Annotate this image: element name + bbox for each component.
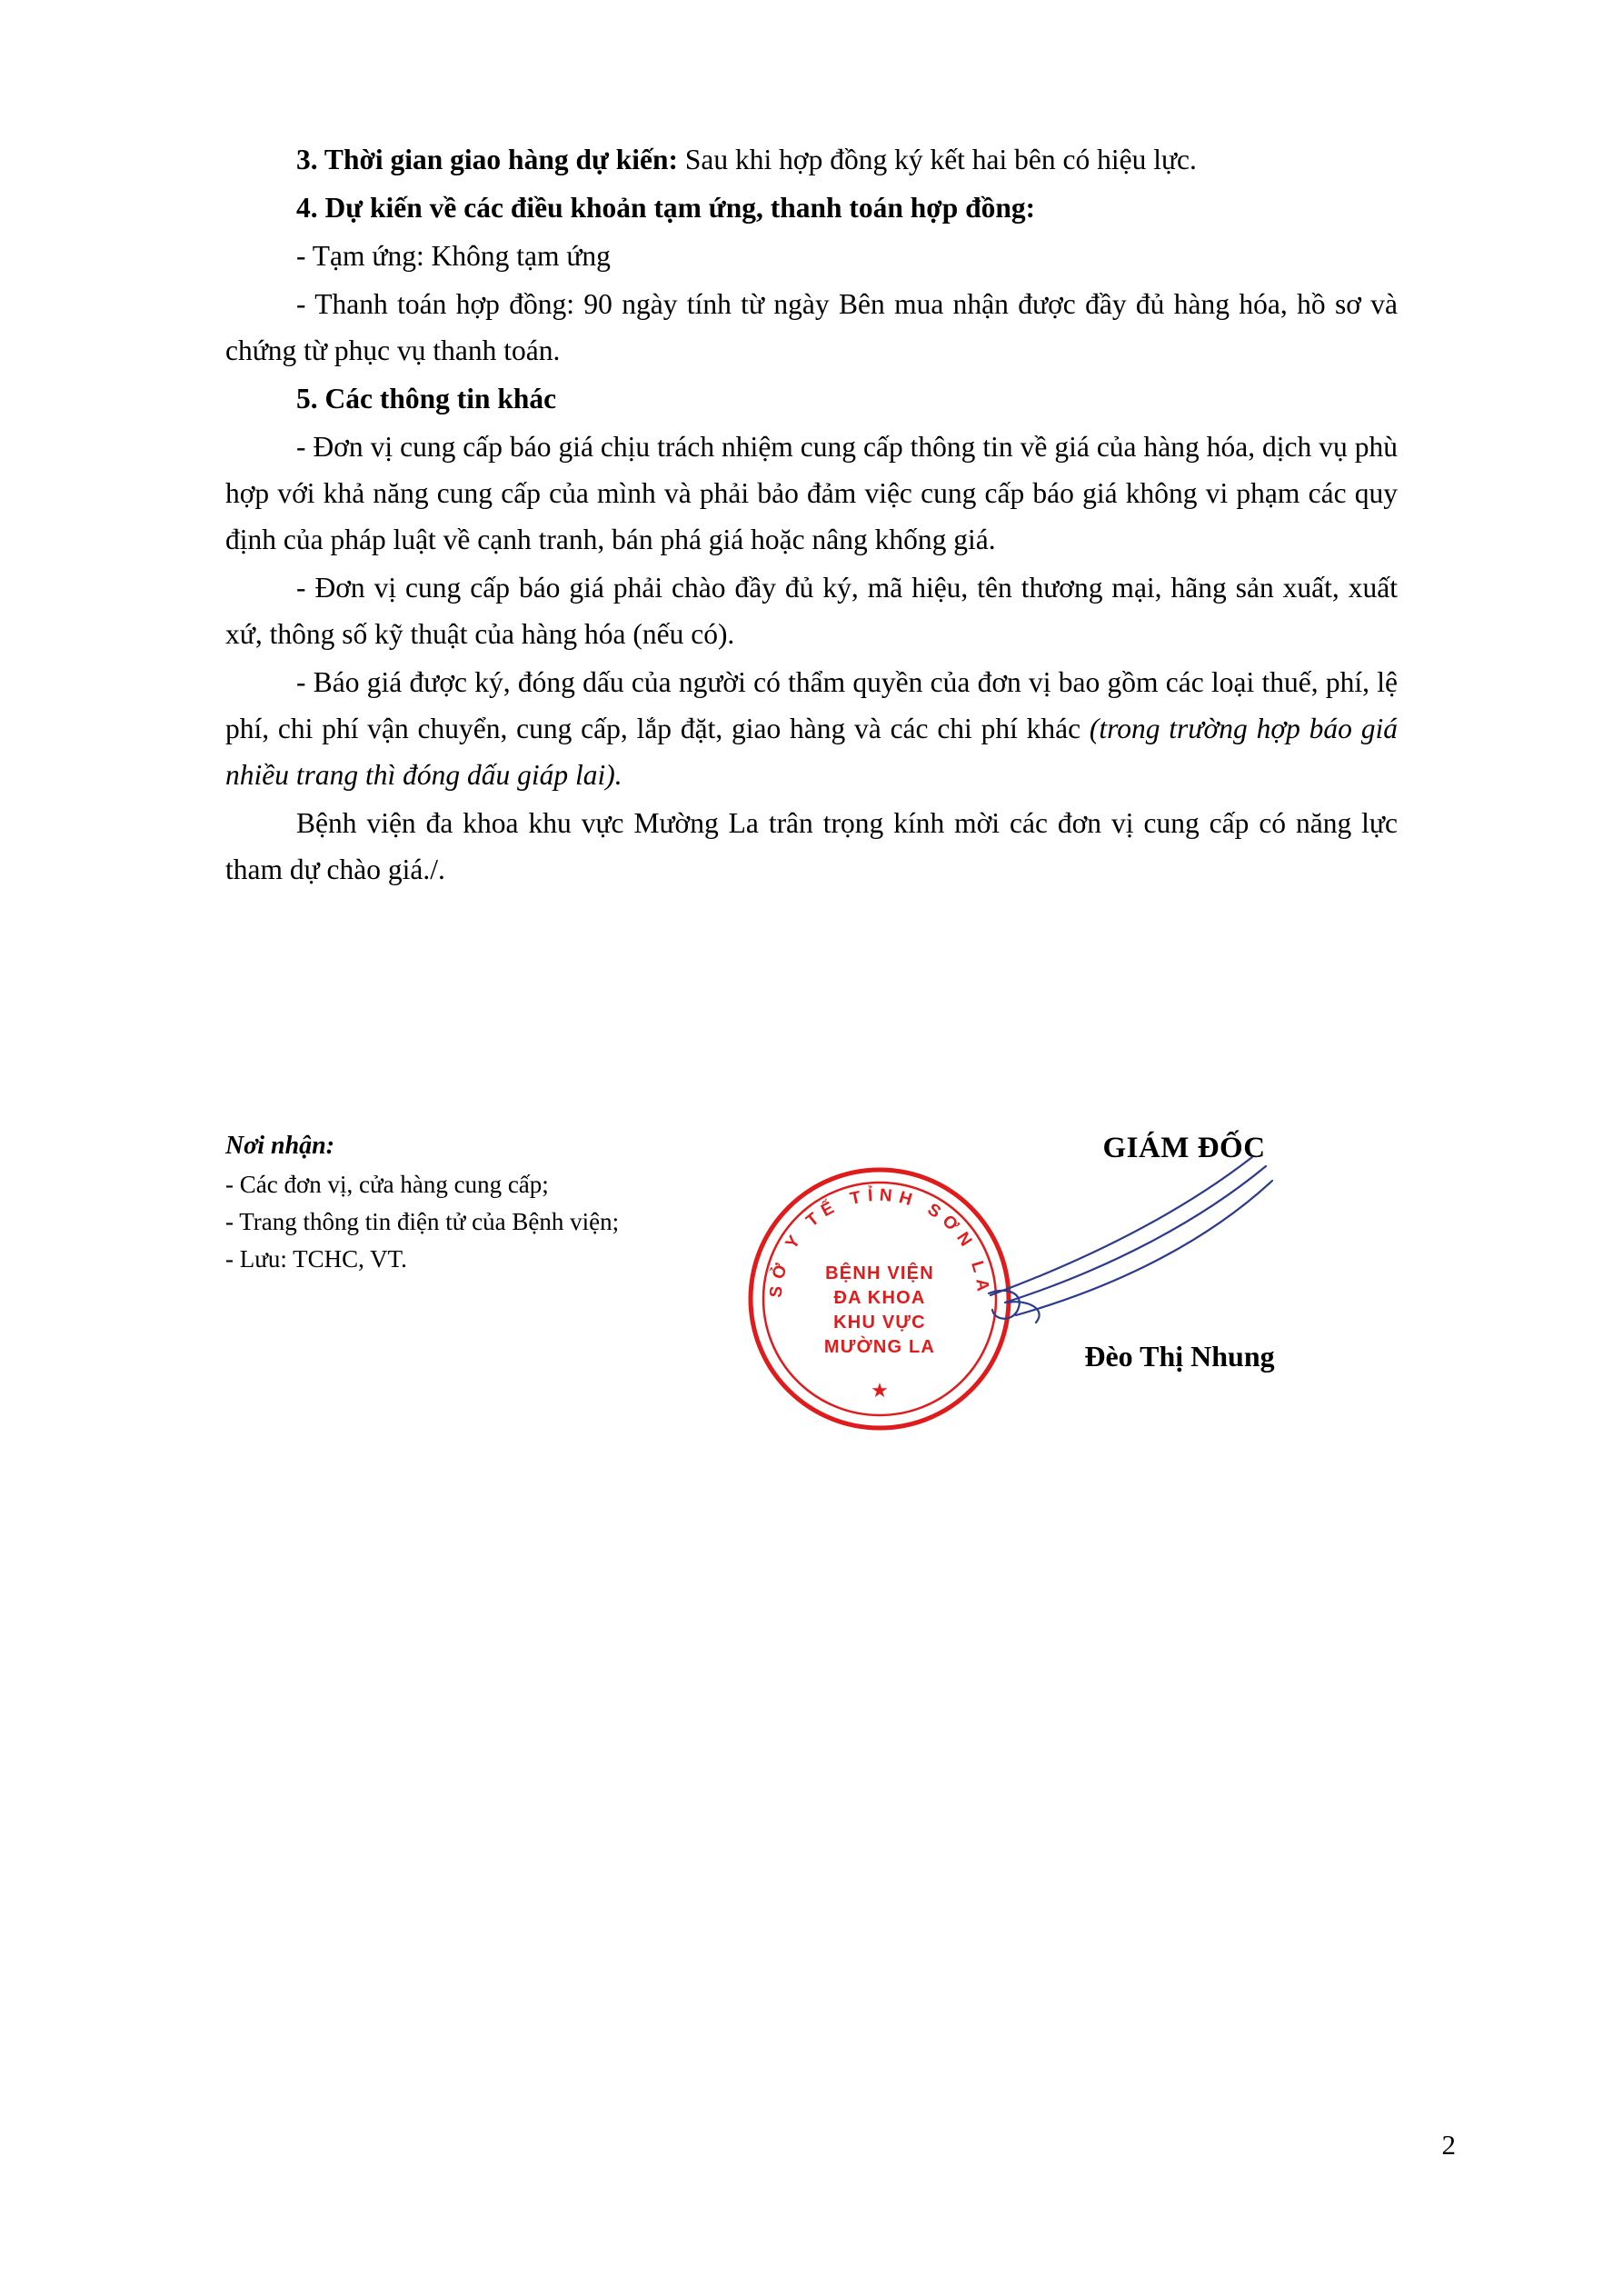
svg-text:KHU VỰC: KHU VỰC: [833, 1313, 926, 1333]
document-body: [225, 136, 1398, 894]
paragraph-text: - Báo giá được ký, đóng dấu của người có thẩm quyền của đơn vị bao gồm các loại thuế, phí, lệ phí, chi phí vận chuyển, cung cấp, lắp đặt, giao hàng và các chi phí khác: [225, 666, 1398, 745]
paragraph-payment-terms: [225, 281, 1398, 374]
paragraph-text: Sau khi hợp đồng ký kết hai bên có hiệu lực.: [678, 144, 1197, 175]
paragraph-delivery-time: [225, 136, 1398, 183]
paragraph-other-2: [225, 564, 1398, 657]
recipients-item: - Các đơn vị, cửa hàng cung cấp;: [225, 1171, 549, 1198]
svg-text:ĐA KHOA: ĐA KHOA: [833, 1288, 926, 1308]
signature-area: [225, 1132, 1398, 1513]
paragraph-other-heading: [225, 375, 1398, 422]
paragraph-text: - Tạm ứng: Không tạm ứng: [296, 240, 611, 273]
paragraph-advance: [225, 233, 1398, 279]
paragraph-lead: 3. Thời gian giao hàng dự kiến:: [296, 144, 679, 175]
paragraph-payment-heading: [225, 185, 1398, 231]
recipients-block: [225, 1132, 789, 1278]
paragraph-invitation: [225, 800, 1398, 893]
page-number: 2: [1441, 2129, 1456, 2161]
paragraph-other-1: [225, 424, 1398, 563]
recipients-title: Nơi nhận:: [225, 1132, 335, 1160]
official-stamp: [743, 1163, 1016, 1435]
paragraph-italic-tail: (trong trường hợp báo giá nhiều trang thì đóng dấu giáp lai).: [225, 713, 1398, 792]
paragraph-lead: 4. Dự kiến về các điều khoản tạm ứng, thanh toán hợp đồng:: [296, 192, 1036, 225]
svg-text:SỞ Y TẾ TỈNH SƠN LA: SỞ Y TẾ TỈNH SƠN LA: [766, 1185, 993, 1299]
signer-name: Đèo Thị Nhung: [1084, 1340, 1275, 1373]
paragraph-text: - Đơn vị cung cấp báo giá phải chào đầy đủ ký, mã hiệu, tên thương mại, hãng sản xuất, xuất xứ, thông số kỹ thuật của hàng hóa (nếu có).: [225, 572, 1398, 651]
paragraph-text: - Thanh toán hợp đồng: 90 ngày tính từ ngày Bên mua nhận được đầy đủ hàng hóa, hồ sơ và chứng từ phục vụ thanh toán.: [225, 288, 1398, 367]
svg-text:★: ★: [871, 1379, 889, 1402]
paragraph-lead: 5. Các thông tin khác: [296, 383, 557, 415]
paragraph-text: - Đơn vị cung cấp báo giá chịu trách nhiệm cung cấp thông tin về giá của hàng hóa, dịch vụ phù hợp với khả năng cung cấp của mình và phải bảo đảm việc cung cấp báo giá không vi phạm các quy định của pháp luật về cạnh tranh, bán phá giá hoặc nâng khống giá.: [225, 431, 1398, 556]
svg-text:BỆNH VIỆN: BỆNH VIỆN: [825, 1263, 934, 1283]
paragraph-other-3: [225, 659, 1398, 798]
signer-role: GIÁM ĐỐC: [1102, 1132, 1266, 1164]
paragraph-text: Bệnh viện đa khoa khu vực Mường La trân trọng kính mời các đơn vị cung cấp có năng lực tham dự chào giá./.: [225, 807, 1398, 886]
svg-text:MƯỜNG LA: MƯỜNG LA: [823, 1337, 936, 1357]
recipients-item: - Lưu: TCHC, VT.: [225, 1245, 407, 1273]
recipients-item: - Trang thông tin điện tử của Bệnh viện;: [225, 1208, 620, 1236]
